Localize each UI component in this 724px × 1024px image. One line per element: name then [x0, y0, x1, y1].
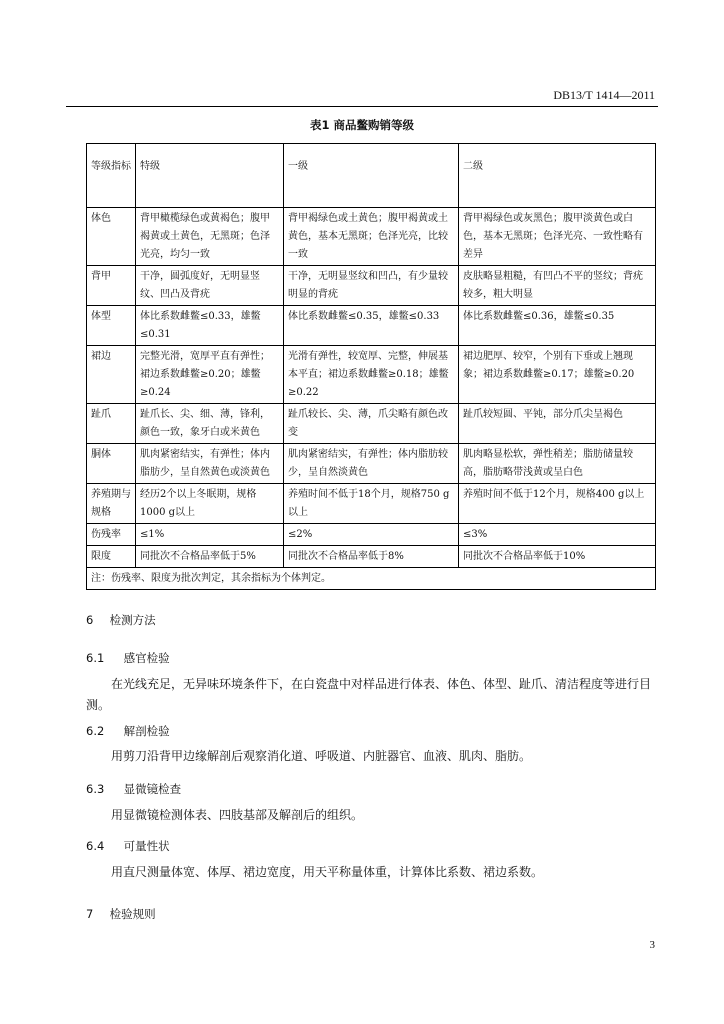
table-cell: 干净，无明显竖纹和凹凸，有少量较明显的背疣 — [284, 266, 459, 306]
section-title: 感官检验 — [123, 651, 170, 665]
table-cell: 趾爪长、尖、细、薄，锋利，颜色一致，象牙白或米黄色 — [136, 404, 284, 444]
table-cell: ≤2% — [284, 524, 459, 546]
section-6-1-heading — [86, 650, 170, 666]
section-number: 6.1 — [86, 651, 105, 665]
table-cell: 皮肤略显粗糙，有凹凸不平的竖纹；背疣较多，粗大明显 — [459, 266, 656, 306]
section-number: 7 — [86, 907, 94, 921]
table-cell: 肌肉紧密结实，有弹性；体内脂肪少，呈自然黄色或淡黄色 — [136, 444, 284, 484]
section-number: 6.2 — [86, 724, 105, 738]
section-7-heading — [86, 906, 156, 922]
section-6-heading — [86, 612, 156, 628]
row-label: 裙边 — [87, 346, 136, 404]
section-number: 6.4 — [86, 839, 105, 853]
section-title: 检测方法 — [109, 613, 156, 627]
row-label: 背甲 — [87, 266, 136, 306]
section-6-4-heading — [86, 838, 170, 854]
row-label: 体色 — [87, 208, 136, 266]
row-label: 限度 — [87, 546, 136, 568]
table-row — [87, 306, 656, 346]
section-title: 解剖检验 — [123, 724, 170, 738]
table-row — [87, 346, 656, 404]
table-cell: ≤3% — [459, 524, 656, 546]
section-title: 可量性状 — [123, 839, 170, 853]
table-cell: 趾爪较长、尖、薄，爪尖略有颜色改变 — [284, 404, 459, 444]
table-cell: ≤1% — [136, 524, 284, 546]
header-cell: 二级 — [459, 144, 656, 208]
section-6-4-text: 用直尺测量体宽、体厚、裙边宽度，用天平称量体重，计算体比系数、裙边系数。 — [111, 865, 544, 879]
table-row — [87, 404, 656, 444]
table-cell: 同批次不合格品率低于10% — [459, 546, 656, 568]
table-cell: 肌肉略显松软，弹性稍差；脂肪储量较高，脂肪略带浅黄或呈白色 — [459, 444, 656, 484]
table-cell: 背甲橄榄绿色或黄褐色；腹甲褐黄或土黄色，无黑斑；色泽光亮，均匀一致 — [136, 208, 284, 266]
table-cell: 光滑有弹性，较宽厚、完整，伸展基本平直；裙边系数雌鳖≥0.18；雄鳖≥0.22 — [284, 346, 459, 404]
page-number: 3 — [649, 939, 655, 951]
table-cell: 趾爪较短圆、平钝，部分爪尖呈褐色 — [459, 404, 656, 444]
header-cell: 一级 — [284, 144, 459, 208]
table-title: 表1 商品鳖购销等级 — [309, 118, 414, 132]
table-row — [87, 444, 656, 484]
table-cell: 裙边肥厚、较窄，个别有下垂或上翘现象；裙边系数雌鳖≥0.17；雄鳖≥0.20 — [459, 346, 656, 404]
section-number: 6.3 — [86, 782, 105, 796]
section-6-1-text: 在光线充足，无异味环境条件下，在白瓷盘中对样品进行体表、体色、体型、趾爪、清洁程度等进行目测。 — [86, 677, 652, 712]
row-label: 养殖期与规格 — [87, 484, 136, 524]
section-6-2-text: 用剪刀沿背甲边缘解剖后观察消化道、呼吸道、内脏器官、血液、肌肉、脂肪。 — [111, 749, 532, 763]
section-6-3-text: 用显微镜检测体表、四肢基部及解剖后的组织。 — [111, 808, 364, 822]
table-cell: 同批次不合格品率低于8% — [284, 546, 459, 568]
section-6-3-heading — [86, 781, 181, 797]
table-note: 注：伤残率、限度为批次判定，其余指标为个体判定。 — [87, 568, 656, 590]
table-cell: 完整光滑，宽厚平直有弹性；裙边系数雌鳖≥0.20；雄鳖≥0.24 — [136, 346, 284, 404]
table-cell: 体比系数雌鳖≤0.36，雄鳖≤0.35 — [459, 306, 656, 346]
table-cell: 体比系数雌鳖≤0.35，雄鳖≤0.33 — [284, 306, 459, 346]
document-code: DB13/T 1414—2011 — [553, 88, 655, 102]
table-row — [87, 524, 656, 546]
table-header-row — [87, 144, 656, 208]
table-cell: 养殖时间不低于12个月，规格400 g以上 — [459, 484, 656, 524]
row-label: 体型 — [87, 306, 136, 346]
grade-table — [86, 143, 656, 590]
table-cell: 养殖时间不低于18个月，规格750 g以上 — [284, 484, 459, 524]
table-cell: 体比系数雌鳖≤0.33，雄鳖≤0.31 — [136, 306, 284, 346]
table-cell: 干净，圆弧度好，无明显竖纹、凹凸及背疣 — [136, 266, 284, 306]
table-cell: 同批次不合格品率低于5% — [136, 546, 284, 568]
section-6-2-heading — [86, 723, 170, 739]
header-rule — [66, 106, 658, 107]
row-label: 趾爪 — [87, 404, 136, 444]
table-cell: 经历2个以上冬眠期，规格1000 g以上 — [136, 484, 284, 524]
table-cell: 肌肉紧密结实，有弹性；体内脂肪较少，呈自然淡黄色 — [284, 444, 459, 484]
table-row — [87, 546, 656, 568]
section-title: 显微镜检查 — [123, 782, 182, 796]
table-cell: 背甲褐绿色或灰黑色；腹甲淡黄色或白色，基本无黑斑；色泽光亮、一致性略有差异 — [459, 208, 656, 266]
header-cell: 特级 — [136, 144, 284, 208]
table-row — [87, 266, 656, 306]
section-title: 检验规则 — [109, 907, 156, 921]
table-row — [87, 484, 656, 524]
row-label: 伤残率 — [87, 524, 136, 546]
section-number: 6 — [86, 613, 94, 627]
table-row — [87, 208, 656, 266]
row-label: 胴体 — [87, 444, 136, 484]
table-cell: 背甲褐绿色或土黄色；腹甲褐黄或土黄色，基本无黑斑；色泽光亮，比较一致 — [284, 208, 459, 266]
header-cell: 等级指标 — [87, 144, 136, 208]
table-note-row — [87, 568, 656, 590]
